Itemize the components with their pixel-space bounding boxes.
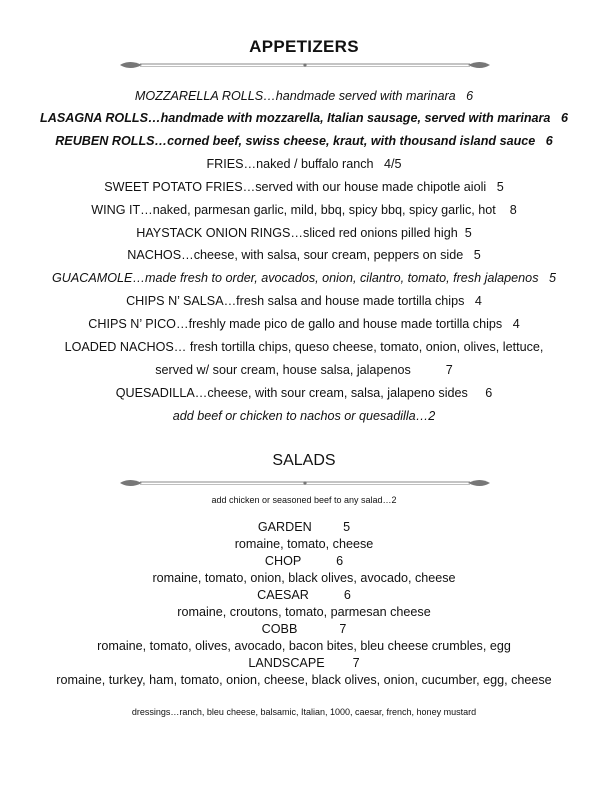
appetizer-sweet-potato-fries: SWEET POTATO FRIES…served with our house made chipotle aioli 5	[104, 180, 504, 194]
appetizers-heading: APPETIZERS	[249, 37, 359, 56]
salads-heading: SALADS	[272, 452, 336, 469]
appetizer-haystack-onion-rings: HAYSTACK ONION RINGS…sliced red onions pilled high 5	[136, 226, 472, 240]
salad-caesar-desc: romaine, croutons, tomato, parmesan cheese	[177, 605, 431, 619]
salad-cobb-name: COBB 7	[261, 622, 347, 636]
appetizer-wing-it: WING IT…naked, parmesan garlic, mild, bbq, spicy bbq, spicy garlic, hot 8	[91, 203, 517, 217]
appetizer-fries: FRIES…naked / buffalo ranch 4/5	[206, 157, 402, 171]
appetizer-nachos: NACHOS…cheese, with salsa, sour cream, peppers on side 5	[127, 248, 481, 262]
appetizer-loaded-nachos-cont: served w/ sour cream, house salsa, jalapenos 7	[155, 363, 453, 377]
salad-chop-name: CHOP 6	[264, 554, 344, 568]
appetizer-mozzarella-rolls: MOZZARELLA ROLLS…handmade served with marinara 6	[134, 89, 474, 103]
salad-dressings: dressings…ranch, bleu cheese, balsamic, Italian, 1000, caesar, french, honey mustard	[131, 707, 477, 717]
appetizer-guacamole: GUACAMOLE…made fresh to order, avocados, onion, cilantro, tomato, fresh jalapenos 5	[51, 271, 556, 285]
salad-chop-desc: romaine, tomato, onion, black olives, avocado, cheese	[152, 571, 456, 585]
appetizer-chips-n-pico: CHIPS N’ PICO…freshly made pico de gallo and house made tortilla chips 4	[88, 317, 520, 331]
salad-landscape-desc: romaine, turkey, ham, tomato, onion, cheese, black olives, onion, cucumber, egg, cheese	[56, 673, 552, 687]
salad-garden-desc: romaine, tomato, cheese	[234, 537, 374, 551]
salad-landscape-name: LANDSCAPE 7	[248, 656, 360, 670]
appetizer-lasagna-rolls: LASAGNA ROLLS…handmade with mozzarella, Italian sausage, served with marinara 6	[40, 111, 568, 125]
ornamental-divider	[116, 58, 494, 72]
salad-caesar-name: CAESAR 6	[257, 588, 351, 602]
appetizer-add-on-note: add beef or chicken to nachos or quesadilla…2	[172, 409, 436, 423]
ornamental-divider	[116, 476, 494, 490]
salads-add-on-note: add chicken or seasoned beef to any salad…2	[211, 495, 397, 505]
appetizer-loaded-nachos: LOADED NACHOS… fresh tortilla chips, queso cheese, tomato, onion, olives, lettuce,	[64, 340, 544, 354]
appetizer-reuben-rolls: REUBEN ROLLS…corned beef, swiss cheese, kraut, with thousand island sauce 6	[55, 134, 553, 148]
appetizer-chips-n-salsa: CHIPS N’ SALSA…fresh salsa and house made tortilla chips 4	[126, 294, 482, 308]
salad-garden-name: GARDEN 5	[257, 520, 351, 534]
appetizer-quesadilla: QUESADILLA…cheese, with sour cream, salsa, jalapeno sides 6	[115, 386, 493, 400]
salad-cobb-desc: romaine, tomato, olives, avocado, bacon bites, bleu cheese crumbles, egg	[97, 639, 511, 653]
